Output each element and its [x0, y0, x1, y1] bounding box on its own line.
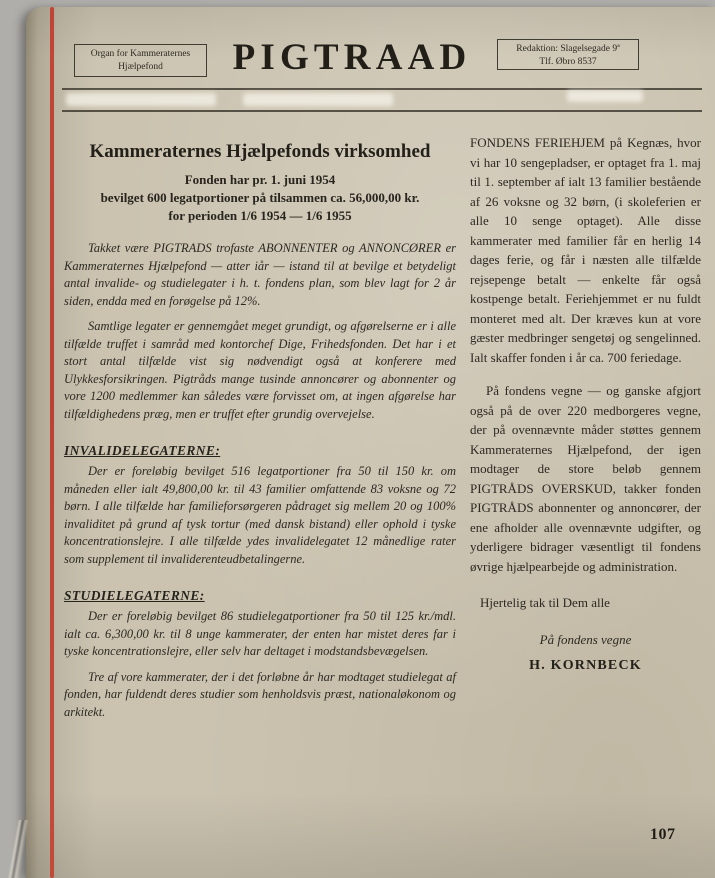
redacted-text-center [243, 93, 393, 106]
feriehjem-paragraph-2: På fondens vegne — og ganske afgjort også på de over 220 medborgeres vegne, der på ovennævnte måder støttes gennem Kammeraternes Hjælpefond, der igen modtager de store beløb gennem PIGTRÅDS OVERSKUD, takker fonden PIGTRÅDS abonnenter og annoncører, der ene afholder alle ovennævnte udgifter, og yderligere bidrager væsentligt til fondens øvrige hjælpearbejde og administration. [470, 383, 701, 574]
masthead-redaktion-box [497, 39, 639, 70]
studielegaterne-paragraph-1: Der er foreløbig bevilget 86 studielegatportioner fra 50 til 125 kr./mdl. ialt ca. 6,300,00 kr. til 8 unge kammerater, der enten har mistet deres far i tyske koncentrationslejre, eller selv har deltaget i modstandsbevægelsen. [64, 609, 456, 658]
article-paragraph-1: Takket være PIGTRADS trofaste ABONNENTER og ANNONCØRER er Kammeraternes Hjælpefond — atter iår — istand til at bevilge et betydeligt antal invalide- og studielegater i h. t. fondens plan, som blev lagt for 2 år siden, endda med en forøgelse på 12%. [64, 241, 456, 308]
article-lead [64, 171, 456, 225]
redacted-text-left [66, 93, 216, 106]
section-heading-studielegaterne: STUDIELEGATERNE: [64, 588, 205, 603]
masthead-organ-line1: Organ for Kammeraternes [90, 49, 191, 59]
article-paragraph-2: Samtlige legater er gennemgået meget grundigt, og afgørelserne er i alle tilfælde truffet i samråd med kontorchef Dige, Frihedsfonden. Det har i et stort antal tilfælde vist sig nødvendigt også at konferere med Ulykkesforsikringen. Pigtråds mange tusinde annoncører og abonnenter og vore 1200 medlemmer kan således være forvisset om, at ingen afgørelse har tilfældighedens præg, men er truffet efter grundig overvejelse. [64, 319, 456, 421]
sheet-edges [0, 820, 34, 878]
masthead-organ-line2: Hjælpefond [118, 61, 163, 72]
masthead-organ-box [74, 44, 207, 77]
signature-name: H. KORNBECK [529, 658, 642, 673]
section-heading-invalidelegaterne: INVALIDELEGATERNE: [64, 443, 221, 458]
signoff-line: På fondens vegne [539, 632, 632, 647]
feriehjem-column [470, 133, 701, 674]
masthead-rule-bottom [62, 110, 702, 112]
article-lead-line2: bevilget 600 legatportioner på tilsammen ca. 56,000,00 kr. [100, 190, 420, 205]
margin-red-line [50, 7, 54, 878]
redacted-text-right [567, 90, 643, 102]
invalidelegaterne-paragraph: Der er foreløbig bevilget 516 legatportioner fra 50 til 150 kr. om måneden eller ialt 49,800,00 kr. til 43 familier omfattende 83 voksne og 72 børn. I alle tilfælde har familieforsørgeren pådraget sig mellem 20 og 100% invaliditet på grund af tysk tortur (med dansk bistand) eller ophold i tyske koncentrationslejre. I alle tilfælde ydes invalidelegatet 12 månedlige rater som supplement til invaliderenteudbetalingerne. [64, 464, 456, 566]
page-number: 107 [650, 826, 676, 843]
thanks-line: Hjertelig tak til Dem alle [480, 595, 610, 610]
article-lead-line1: Fonden har pr. 1. juni 1954 [184, 172, 336, 187]
feriehjem-paragraph-1: FONDENS FERIEHJEM på Kegnæs, hvor vi har 10 sengepladser, er optaget fra 1. maj til 1. september af ialt 13 familier bestående af 26 voksne og 32 børn, (i skoleferien er alle 10 senge optaget). Alle disse kammerater med familier får en herlig 14 dages ferie, og får i næsten alle tilfælde rejsepenge betalt — enkelte får også kostpenge betalt. Feriehjemmet er nu fuldt monteret med alt. Der kræves kun at vore gæster medbringer sengetøj og sengelinned. Ialt skaffer fonden i år ca. 700 feriedage. [470, 135, 701, 365]
masthead-title: PIGTRAAD [232, 37, 472, 78]
masthead-redaktion-line1: Redaktion: Slagelsegade 9ª [516, 44, 620, 54]
studielegaterne-paragraph-2: Tre af vore kammerater, der i det forløbne år har modtaget studielegat af fonden, har fuldendt deres studier som henholdsvis præst, nationaløkonom og arkitekt. [64, 669, 456, 719]
article-column [64, 140, 456, 721]
masthead-redaktion-line2: Tlf. Øbro 8537 [539, 56, 597, 67]
article-title: Kammeraternes Hjælpefonds virksomhed [89, 141, 431, 162]
article-lead-line3: for perioden 1/6 1954 — 1/6 1955 [168, 208, 352, 223]
